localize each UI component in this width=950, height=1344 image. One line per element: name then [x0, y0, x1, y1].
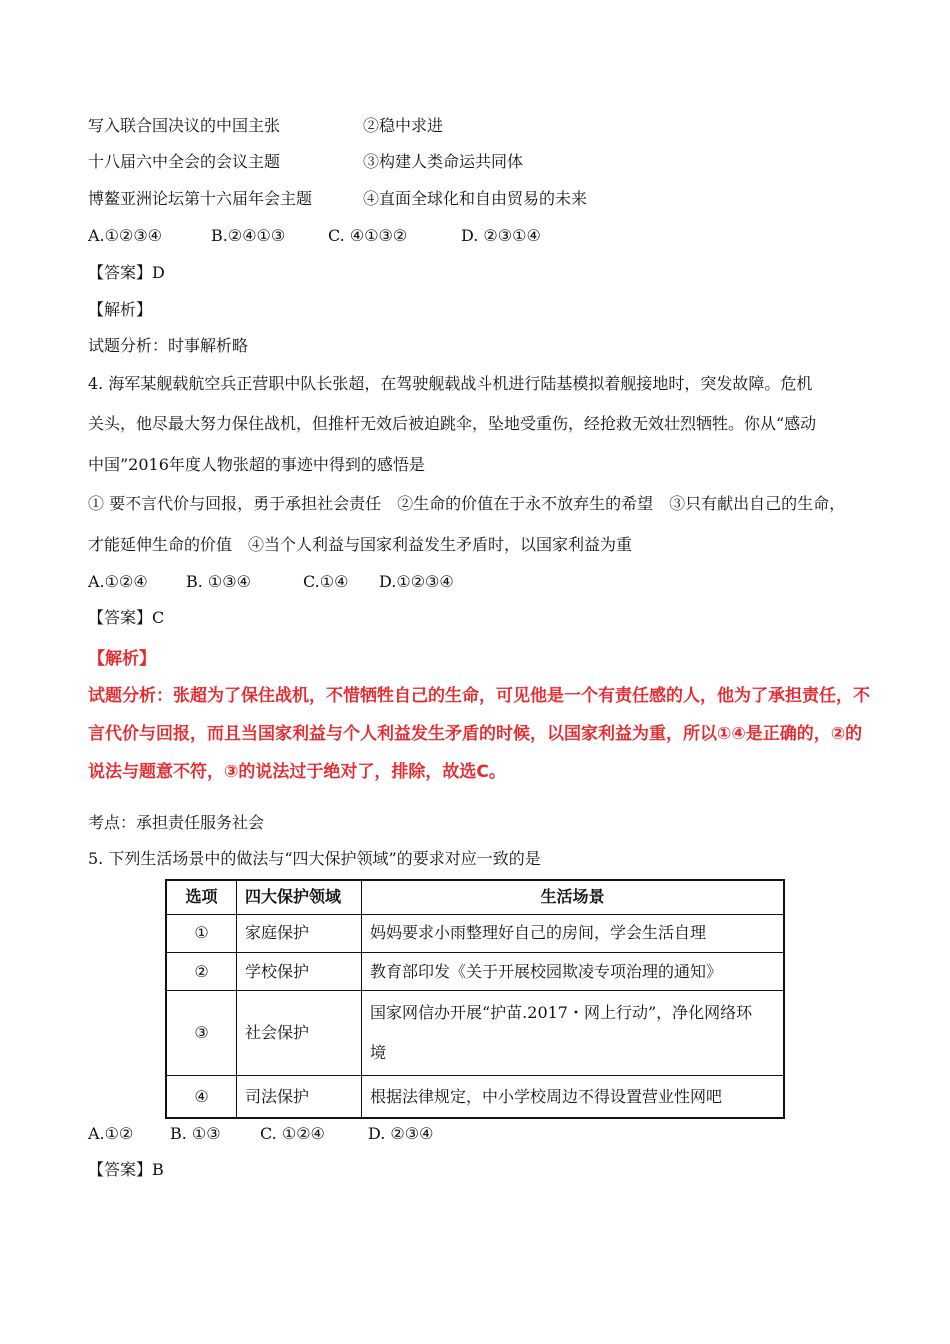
row-2-no: ②: [166, 953, 237, 991]
q4-option-c: C.①④: [303, 572, 349, 591]
table-header-row: [166, 880, 784, 914]
q5-option-b: B. ①③: [170, 1124, 221, 1143]
q3-option-d: D. ②③①④: [461, 226, 541, 245]
q4-stem-line-5: 才能延伸生命的价值 ④当个人利益与国家利益发生矛盾时，以国家利益为重: [88, 535, 633, 554]
row-1-no: ①: [166, 914, 237, 952]
q3-pair-2-left: 十八届六中全会的会议主题: [88, 152, 281, 171]
q3-pair-2-right: ③构建人类命运共同体: [363, 152, 524, 171]
table-row: [166, 1076, 784, 1118]
q4-kaodian: 考点：承担责任服务社会: [88, 813, 265, 832]
q3-option-a: A.①②③④: [88, 226, 163, 245]
q4-stem-line-1: 4. 海军某舰载航空兵正营职中队长张超，在驾驶舰载战斗机进行陆基模拟着舰接地时，突发故障。危机: [88, 374, 813, 393]
q3-answer: 【答案】D: [88, 263, 165, 282]
q4-analysis-line-1: 试题分析：张超为了保住战机，不惜牺牲自己的生命，可见他是一个有责任感的人，他为了承担责任，不: [88, 686, 870, 706]
q5-option-a: A.①②: [88, 1124, 134, 1143]
protection-table: [165, 879, 785, 1119]
row-3-scene: [362, 991, 785, 1076]
q4-option-b: B. ①③④: [186, 572, 251, 591]
row-3-scene-line-1: 国家网信办开展“护苗.2017・网上行动”，净化网络环: [370, 1003, 753, 1023]
header-scene: 生活场景: [362, 880, 785, 914]
q4-option-d: D.①②③④: [379, 572, 454, 591]
row-4-field: 司法保护: [237, 1076, 362, 1118]
q3-pair-3-left: 博鳌亚洲论坛第十六届年会主题: [88, 189, 313, 208]
q5-option-d: D. ②③④: [368, 1124, 434, 1143]
q3-analysis-label: 【解析】: [88, 300, 153, 319]
q3-option-b: B.②④①③: [211, 226, 286, 245]
q5-options: [88, 1124, 433, 1144]
header-field: 四大保护领域: [237, 880, 362, 914]
q5-option-c: C. ①②④: [260, 1124, 325, 1143]
q4-analysis-label: 【解析】: [88, 649, 156, 669]
row-2-field: 学校保护: [237, 953, 362, 991]
q3-pair-1-right: ②稳中求进: [363, 116, 444, 135]
row-1-scene: 妈妈要求小雨整理好自己的房间，学会生活自理: [362, 914, 785, 952]
q4-stem-line-3: 中国”2016年度人物张超的事迹中得到的感悟是: [88, 455, 425, 474]
q3-pair-1-left: 写入联合国决议的中国主张: [88, 116, 281, 135]
q4-option-a: A.①②④: [88, 572, 148, 591]
q3-option-c: C. ④①③②: [328, 226, 408, 245]
q4-stem-line-2: 关头，他尽最大努力保住战机，但推杆无效后被迫跳伞，坠地受重伤，经抢救无效壮烈牺牲。你从“感动: [88, 414, 817, 433]
q4-analysis-line-2: 言代价与回报，而且当国家利益与个人利益发生矛盾的时候，以国家利益为重，所以①④是正确的，②的: [88, 724, 863, 744]
q5-stem: 5. 下列生活场景中的做法与“四大保护领域”的要求对应一致的是: [88, 849, 541, 868]
row-1-field: 家庭保护: [237, 914, 362, 952]
table-row: [166, 953, 784, 991]
q4-analysis-line-3: 说法与题意不符，③的说法过于绝对了，排除，故选C。: [88, 762, 506, 782]
row-3-field: 社会保护: [237, 991, 362, 1076]
row-4-scene: 根据法律规定，中小学校周边不得设置营业性网吧: [362, 1076, 785, 1118]
row-3-no: ③: [166, 991, 237, 1076]
row-4-no: ④: [166, 1076, 237, 1118]
q3-options: [88, 226, 541, 246]
q4-stem-line-4: ① 要不言代价与回报，勇于承担社会责任 ②生命的价值在于永不放弃生的希望 ③只有献出自己的生命，: [88, 494, 846, 513]
q5-answer: 【答案】B: [88, 1160, 164, 1179]
q3-analysis: 试题分析：时事解析略: [88, 336, 249, 355]
table-row: [166, 914, 784, 952]
row-3-scene-line-2: 境: [370, 1043, 387, 1063]
q4-answer: 【答案】C: [88, 608, 165, 627]
table-row: [166, 991, 784, 1076]
q4-options: [88, 572, 454, 592]
row-2-scene: 教育部印发《关于开展校园欺凌专项治理的通知》: [362, 953, 785, 991]
q3-pair-3-right: ④直面全球化和自由贸易的未来: [363, 189, 588, 208]
header-option: 选项: [166, 880, 237, 914]
